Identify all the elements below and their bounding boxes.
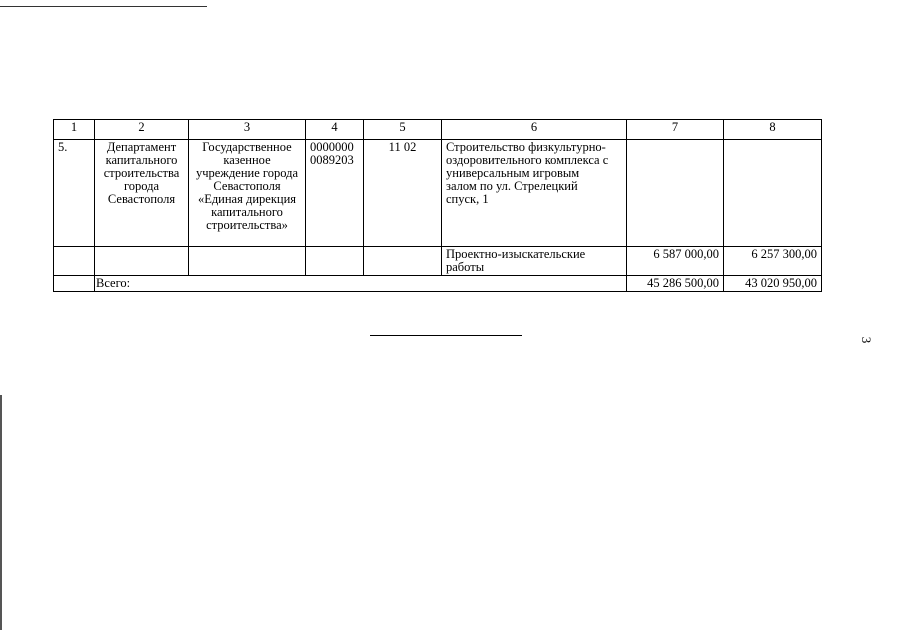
- work-type-cell: Проектно-изыскательские работы: [442, 247, 627, 276]
- header-cell: 6: [442, 120, 627, 140]
- empty-cell: [627, 140, 724, 247]
- table-header-row: [54, 120, 822, 140]
- department-cell: Департамент капитального строительства города Севастополя: [95, 140, 189, 247]
- header-cell: 8: [724, 120, 822, 140]
- header-cell: 4: [306, 120, 364, 140]
- header-cell: 2: [95, 120, 189, 140]
- header-cell: 5: [364, 120, 442, 140]
- header-cell: 1: [54, 120, 95, 140]
- page-number: 3: [859, 336, 874, 344]
- scan-artifact-edge: [0, 395, 2, 630]
- empty-cell: [364, 247, 442, 276]
- empty-cell: [54, 247, 95, 276]
- code-cell: 0000000 0089203: [306, 140, 364, 247]
- row-number: 5.: [54, 140, 95, 247]
- section-cell: 11 02: [364, 140, 442, 247]
- empty-cell: [724, 140, 822, 247]
- total-row: [54, 276, 822, 292]
- empty-cell: [54, 276, 95, 292]
- empty-cell: [306, 247, 364, 276]
- budget-table: [53, 119, 822, 292]
- table-row: [54, 140, 822, 247]
- total-col7-cell: 45 286 500,00: [627, 276, 724, 292]
- institution-cell: Государственное казенное учреждение города Севастополя «Единая дирекция капитального строительства»: [189, 140, 306, 247]
- separator-line: [370, 335, 522, 336]
- table-subrow: [54, 247, 822, 276]
- total-label: Всего:: [95, 276, 627, 292]
- amount-col8-cell: 6 257 300,00: [724, 247, 822, 276]
- object-cell: Строительство физкультурно-оздоровительного комплекса с универсальным игровым залом по ул. Стрелецкий спуск, 1: [442, 140, 627, 247]
- total-col8-cell: 43 020 950,00: [724, 276, 822, 292]
- header-cell: 3: [189, 120, 306, 140]
- header-cell: 7: [627, 120, 724, 140]
- scan-artifact-line: [0, 6, 207, 7]
- amount-col7-cell: 6 587 000,00: [627, 247, 724, 276]
- empty-cell: [95, 247, 189, 276]
- empty-cell: [189, 247, 306, 276]
